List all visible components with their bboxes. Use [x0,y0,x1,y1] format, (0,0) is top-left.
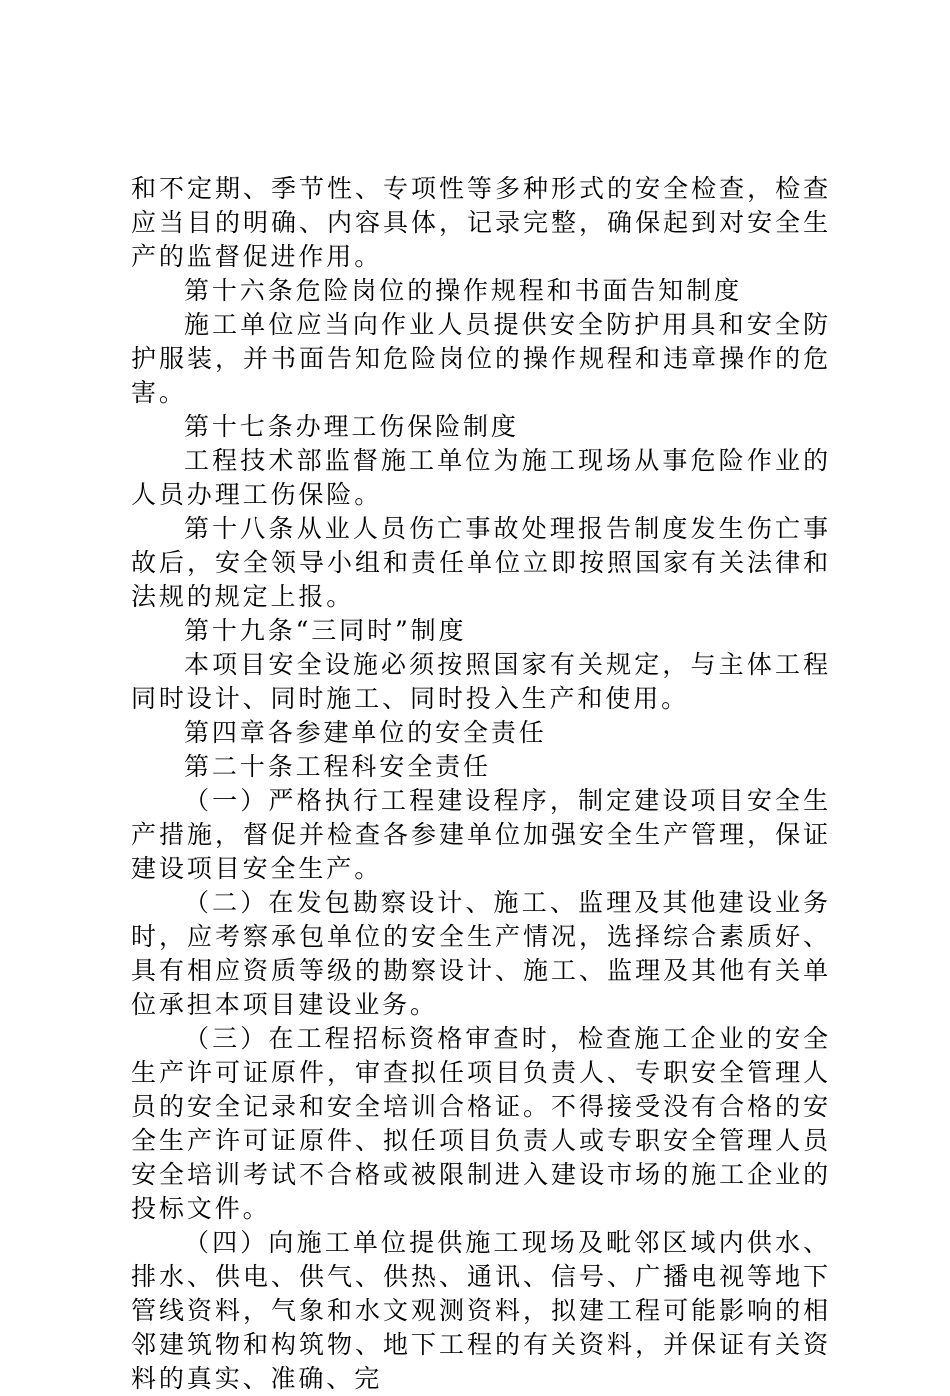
clause-2: （二）在发包勘察设计、施工、监理及其他建设业务时，应考察承包单位的安全生产情况，选择综合素质好、具有相应资质等级的勘察设计、施工、监理及其他有关单位承担本项目建设业务。 [131,888,831,1019]
clause-3: （三）在工程招标资格审查时，检查施工企业的安全生产许可证原件，审查拟任项目负责人、专职安全管理人员的安全记录和安全培训合格证。不得接受没有合格的安全生产许可证原件、拟任项目负责人或专职安全管理人员安全培训考试不合格或被限制进入建设市场的施工企业的投标文件。 [131,1024,831,1223]
clause-1: （一）严格执行工程建设程序，制定建设项目安全生产措施，督促并检查各参建单位加强安全生产管理，保证建设项目安全生产。 [131,786,831,883]
article-17-heading: 第十七条办理工伤保险制度 [184,412,519,441]
article-16-heading: 第十六条危险岗位的操作规程和书面告知制度 [184,276,743,305]
article-17-body: 工程技术部监督施工单位为施工现场从事危险作业的人员办理工伤保险。 [131,446,831,509]
article-16-body: 施工单位应当向作业人员提供安全防护用具和安全防护服装，并书面告知危险岗位的操作规程和违章操作的危害。 [131,310,831,407]
paragraph-continuation: 和不定期、季节性、专项性等多种形式的安全检查，检查应当目的明确、内容具体，记录完整，确保起到对安全生产的监督促进作用。 [131,174,831,271]
article-19-heading: 第十九条“三同时”制度 [184,616,467,645]
document-page [131,172,831,1396]
article-19-body: 本项目安全设施必须按照国家有关规定，与主体工程同时设计、同时施工、同时投入生产和使用。 [131,650,831,713]
article-20-heading: 第二十条工程科安全责任 [184,752,491,781]
clause-4: （四）向施工单位提供施工现场及毗邻区域内供水、排水、供电、供气、供热、通讯、信号、广播电视等地下管线资料，气象和水文观测资料，拟建工程可能影响的相邻建筑物和构筑物、地下工程的有关资料，并保证有关资料的真实、准确、完 [131,1228,831,1393]
article-18-paragraph: 第十八条从业人员伤亡事故处理报告制度发生伤亡事故后，安全领导小组和责任单位立即按照国家有关法律和法规的规定上报。 [131,514,831,611]
chapter-4-heading: 第四章各参建单位的安全责任 [184,718,547,747]
